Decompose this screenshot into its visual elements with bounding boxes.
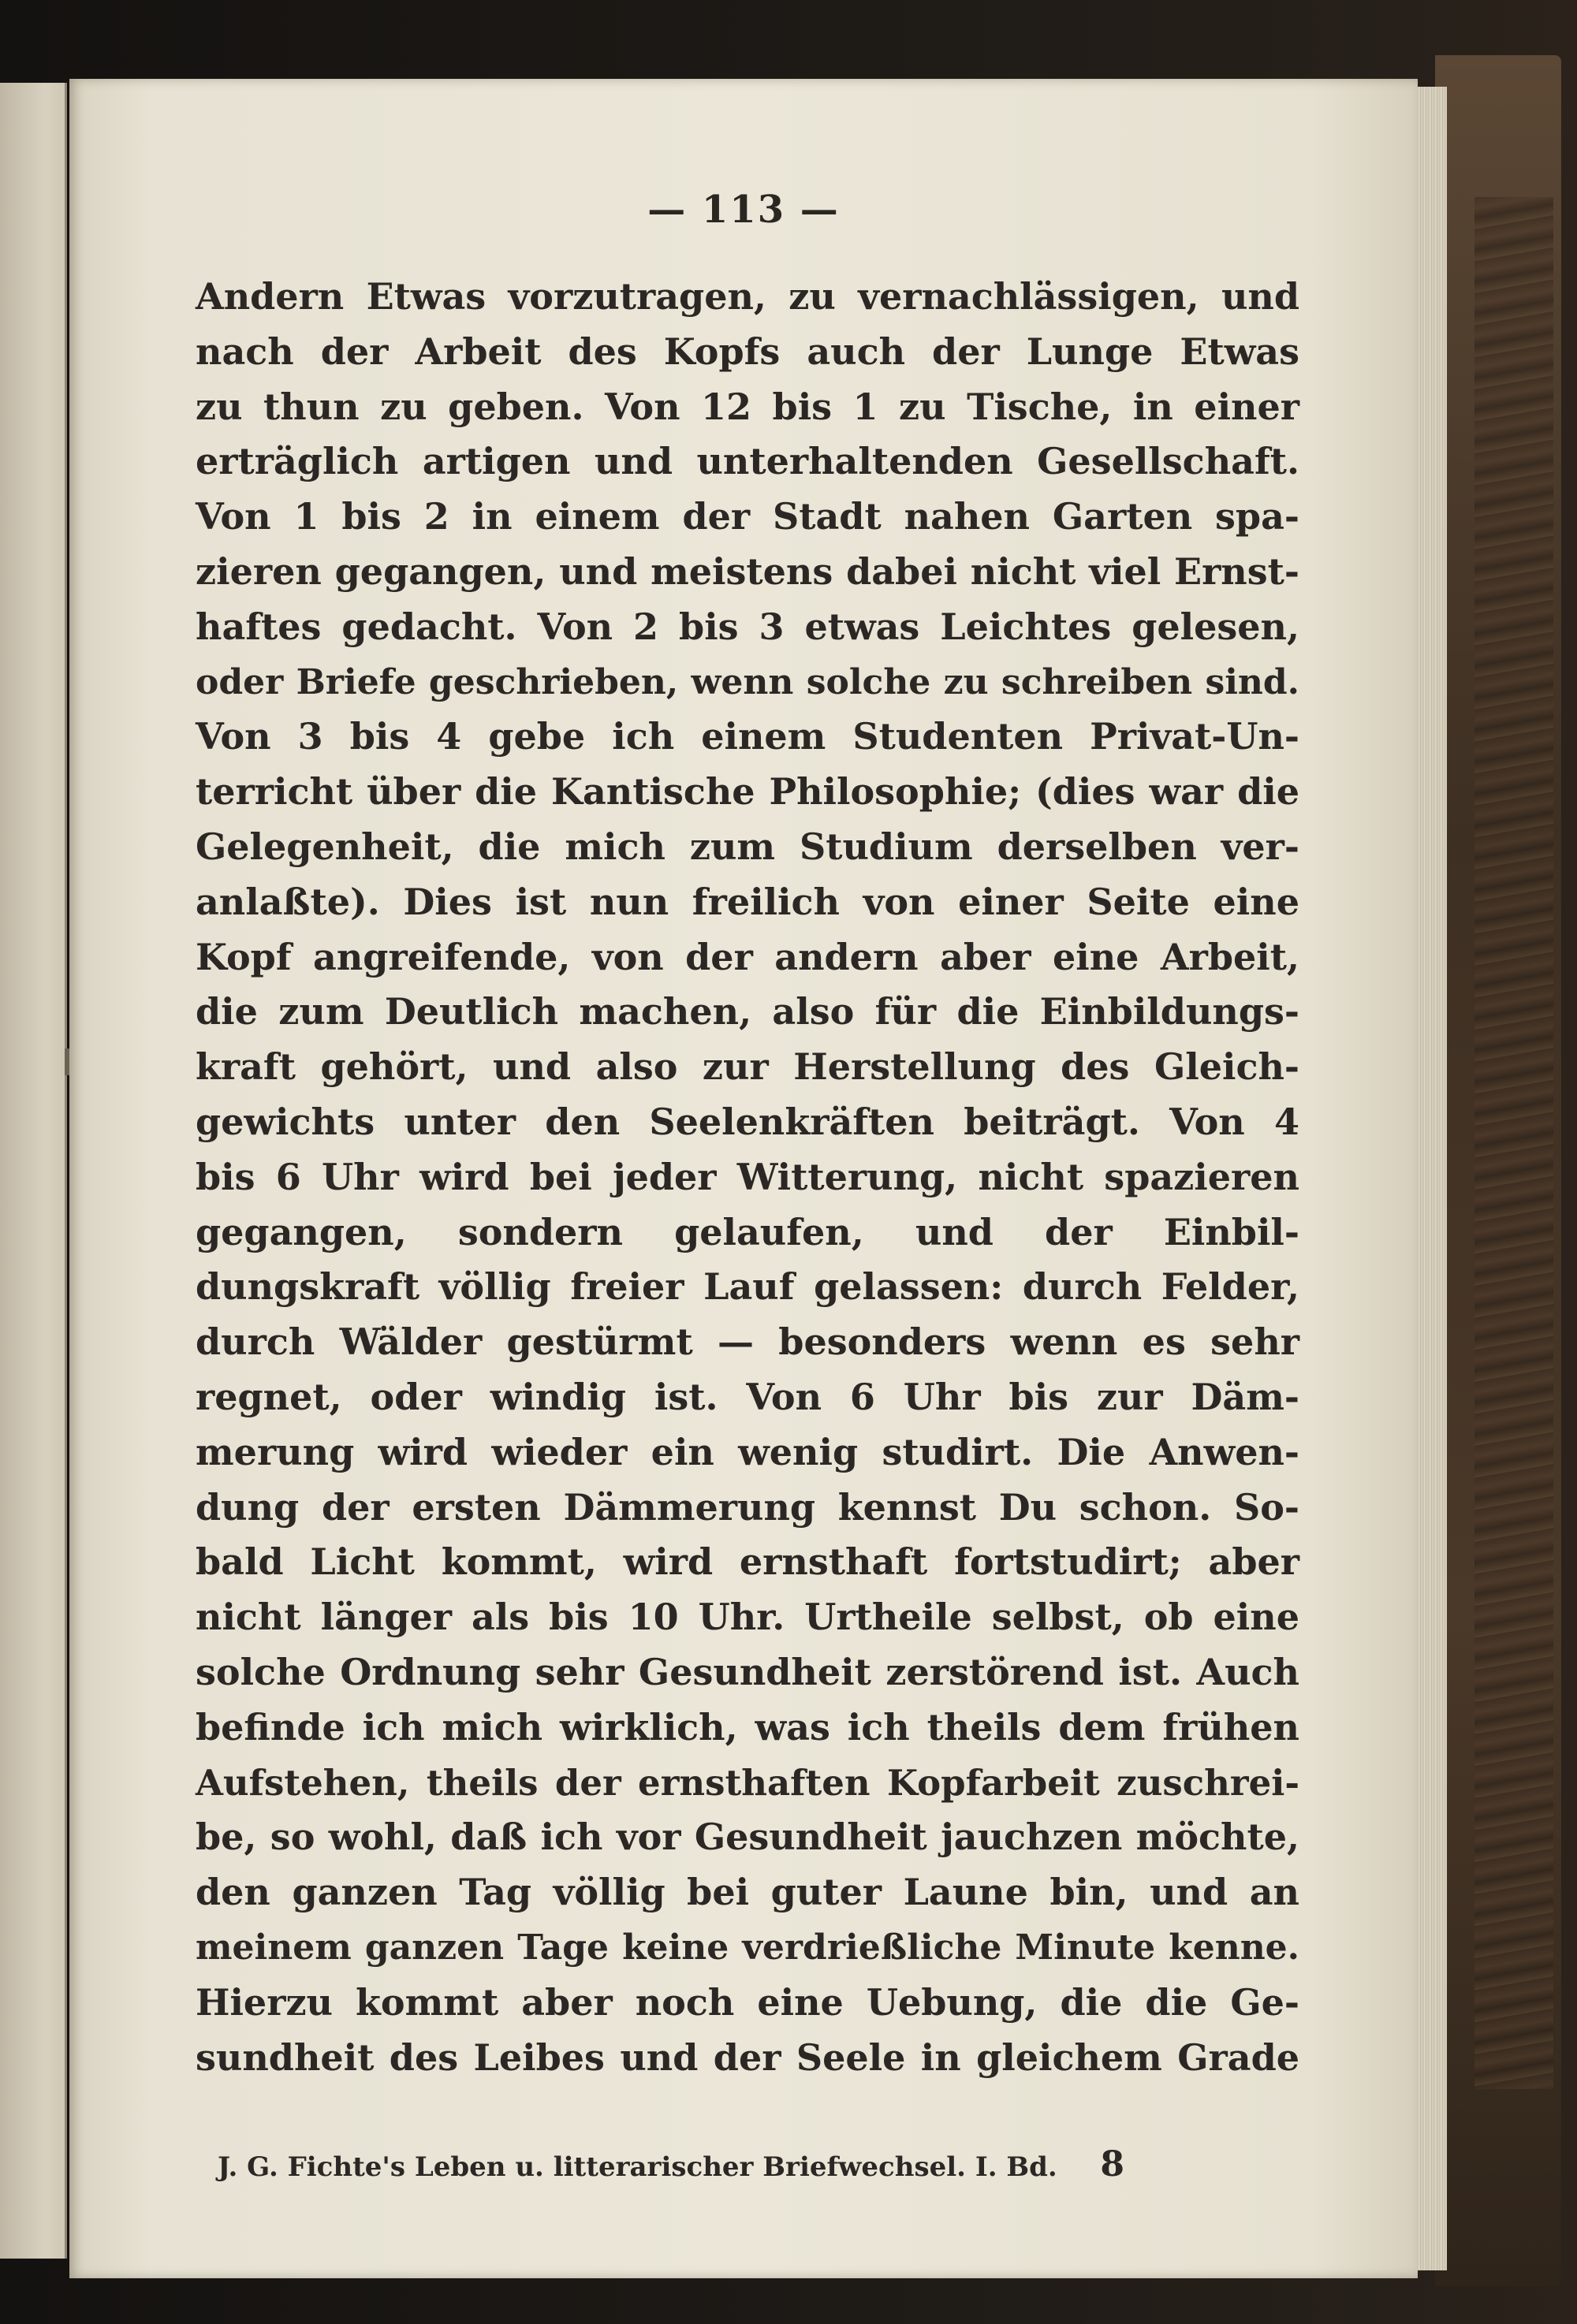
text-line: den ganzen Tag völlig bei guter Laune bin, und an [196, 1871, 1299, 1914]
text-line: dung der ersten Dämmerung kennst Du schon. So- [196, 1485, 1299, 1529]
text-line: oder Briefe geschrieben, wenn solche zu schreiben sind. [196, 661, 1299, 702]
facing-page-edge [0, 83, 67, 2259]
text-line: meinem ganzen Tage keine verdrießliche Minute kenne. [196, 1927, 1299, 1968]
text-line: kraft gehört, und also zur Herstellung des Gleich- [196, 1045, 1299, 1089]
text-line: Andern Etwas vorzutragen, zu vernachlässigen, und [196, 275, 1299, 318]
text-line: Kopf angreifende, von der andern aber eine Arbeit, [196, 935, 1299, 978]
text-line: nach der Arbeit des Kopfs auch der Lunge Etwas [196, 330, 1299, 373]
signature-mark: 8 [1100, 2144, 1124, 2184]
text-line: befinde ich mich wirklich, was ich theils dem frühen [196, 1705, 1299, 1749]
text-line: Hierzu kommt aber noch eine Uebung, die die Ge- [196, 1980, 1299, 2024]
text-line: regnet, oder windig ist. Von 6 Uhr bis zur Däm- [196, 1375, 1299, 1418]
text-line: zu thun zu geben. Von 12 bis 1 zu Tische, in einer [196, 385, 1299, 428]
text-line: dungskraft völlig freier Lauf gelassen: durch Felder, [196, 1265, 1299, 1309]
text-line: gegangen, sondern gelaufen, und der Einbil- [196, 1210, 1299, 1253]
text-line: nicht länger als bis 10 Uhr. Urtheile selbst, ob eine [196, 1596, 1299, 1639]
text-line: gewichts unter den Seelenkräften beiträgt. Von 4 [196, 1100, 1299, 1143]
text-line: Von 1 bis 2 in einem der Stadt nahen Garten spa- [196, 495, 1299, 538]
text-line: merung wird wieder ein wenig studirt. Die Anwen- [196, 1430, 1299, 1473]
text-line: be, so wohl, daß ich vor Gesundheit jauchzen möchte, [196, 1816, 1299, 1859]
page-number: — 113 — [647, 188, 840, 232]
page-footer [218, 2144, 1124, 2184]
text-line: die zum Deutlich machen, also für die Einbildungs- [196, 990, 1299, 1034]
text-line: bald Licht kommt, wird ernsthaft fortstudirt; aber [196, 1540, 1299, 1584]
body-text [196, 270, 1299, 2085]
text-line: solche Ordnung sehr Gesundheit zerstörend ist. Auch [196, 1650, 1299, 1693]
text-line: Gelegenheit, die mich zum Studium derselben ver- [196, 825, 1299, 868]
text-line: terricht über die Kantische Philosophie; (dies war die [196, 770, 1299, 814]
text-line: erträglich artigen und unterhaltenden Gesellschaft. [196, 440, 1299, 483]
text-line: Von 3 bis 4 gebe ich einem Studenten Privat-Un- [196, 715, 1299, 758]
text-line: Aufstehen, theils der ernsthaften Kopfarbeit zuschrei- [196, 1761, 1299, 1804]
text-line: haftes gedacht. Von 2 bis 3 etwas Leichtes gelesen, [196, 605, 1299, 648]
text-line: bis 6 Uhr wird bei jeder Witterung, nicht spazieren [196, 1155, 1299, 1198]
text-line: zieren gegangen, und meistens dabei nicht viel Ernst- [196, 549, 1299, 593]
bibliographic-signature: J. G. Fichte's Leben u. litterarischer Briefwechsel. I. Bd. [218, 2151, 1057, 2183]
text-line: durch Wälder gestürmt — besonders wenn es sehr [196, 1320, 1299, 1364]
page-edges [1415, 87, 1447, 2270]
book-page [69, 79, 1418, 2278]
text-line: anlaßte). Dies ist nun freilich von einer Seite eine [196, 880, 1299, 923]
cover-texture [1474, 197, 1553, 2089]
text-line: sundheit des Leibes und der Seele in gleichem Grade [196, 2035, 1299, 2079]
